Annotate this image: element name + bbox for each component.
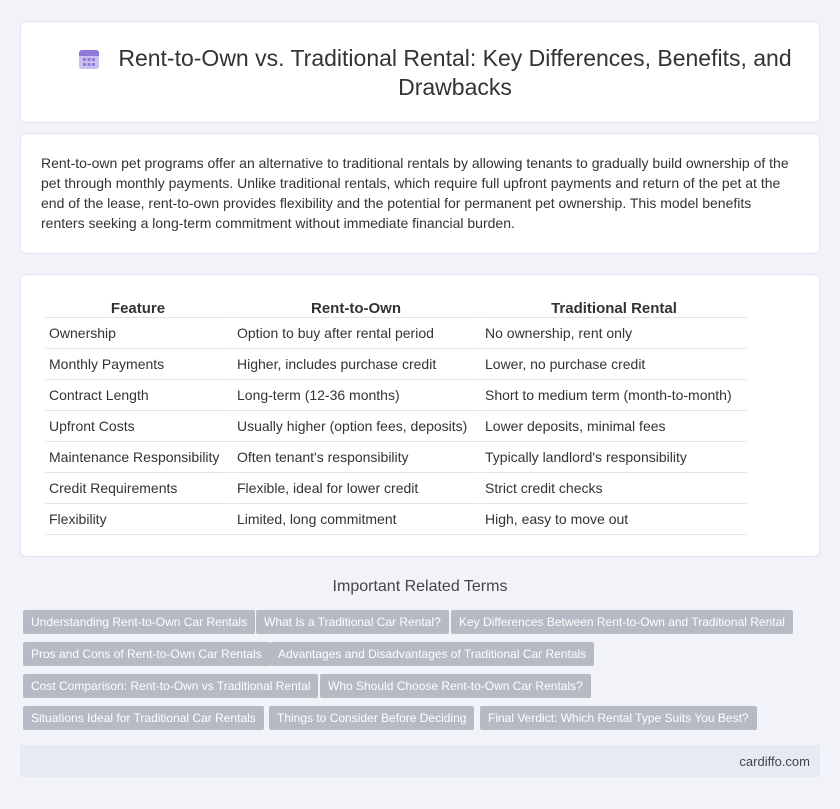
table-cell: Strict credit checks: [481, 473, 747, 504]
table-cell: Higher, includes purchase credit: [233, 349, 479, 380]
related-tag[interactable]: Who Should Choose Rent-to-Own Car Rentals?: [320, 674, 591, 698]
related-terms-title: Important Related Terms: [332, 578, 508, 595]
intro-paragraph: Rent-to-own pet programs offer an alternative to traditional rentals by allowing tenants to gradually build ownership of the pet through monthly payments. Unlike traditional rentals, which require full upfront payments and return of the pet at the end of the lease, rent-to-own provides flexibility and the potential for permanent pet ownership. This model benefits renters seeking a long-term commitment without immediate financial burden.: [41, 155, 789, 231]
related-tag[interactable]: Cost Comparison: Rent-to-Own vs Traditional Rental: [23, 674, 318, 698]
table-row: [45, 349, 747, 380]
table-cell: Maintenance Responsibility: [45, 442, 231, 473]
table-row: [45, 504, 747, 535]
table-cell: Option to buy after rental period: [233, 318, 479, 349]
table-row: [45, 411, 747, 442]
table-cell: Credit Requirements: [45, 473, 231, 504]
table-cell: Typically landlord's responsibility: [481, 442, 747, 473]
table-cell: Often tenant's responsibility: [233, 442, 479, 473]
table-header-row: [45, 295, 747, 318]
related-tag[interactable]: What Is a Traditional Car Rental?: [256, 610, 449, 634]
table-cell: Flexible, ideal for lower credit: [233, 473, 479, 504]
calendar-icon: [77, 47, 101, 71]
related-tag[interactable]: Final Verdict: Which Rental Type Suits You Best?: [480, 706, 757, 730]
table-cell: Limited, long commitment: [233, 504, 479, 535]
header-feature: Feature: [45, 295, 231, 318]
header-traditional-rental: Traditional Rental: [481, 295, 747, 318]
table-cell: Lower deposits, minimal fees: [481, 411, 747, 442]
table-cell: Upfront Costs: [45, 411, 231, 442]
table-cell: Long-term (12-36 months): [233, 380, 479, 411]
table-cell: Lower, no purchase credit: [481, 349, 747, 380]
related-tag[interactable]: Understanding Rent-to-Own Car Rentals: [23, 610, 255, 634]
table-cell: Monthly Payments: [45, 349, 231, 380]
footer-site-link[interactable]: cardiffo.com: [739, 754, 810, 769]
table-cell: Ownership: [45, 318, 231, 349]
comparison-table: [43, 295, 749, 535]
page-title: Rent-to-Own vs. Traditional Rental: Key Differences, Benefits, and Drawbacks: [118, 45, 792, 100]
intro-card: [20, 133, 820, 254]
table-cell: Usually higher (option fees, deposits): [233, 411, 479, 442]
footer: [20, 745, 820, 777]
related-tag[interactable]: Key Differences Between Rent-to-Own and Traditional Rental: [451, 610, 793, 634]
related-tag[interactable]: Situations Ideal for Traditional Car Rentals: [23, 706, 264, 730]
related-tag[interactable]: Things to Consider Before Deciding: [269, 706, 474, 730]
title-card: [20, 21, 820, 123]
comparison-card: [20, 274, 820, 557]
table-row: [45, 318, 747, 349]
header-rent-to-own: Rent-to-Own: [233, 295, 479, 318]
table-cell: Flexibility: [45, 504, 231, 535]
table-cell: Contract Length: [45, 380, 231, 411]
table-cell: High, easy to move out: [481, 504, 747, 535]
table-row: [45, 380, 747, 411]
table-row: [45, 442, 747, 473]
related-tag[interactable]: Advantages and Disadvantages of Traditional Car Rentals: [270, 642, 594, 666]
table-cell: No ownership, rent only: [481, 318, 747, 349]
related-tag[interactable]: Pros and Cons of Rent-to-Own Car Rentals: [23, 642, 270, 666]
table-row: [45, 473, 747, 504]
table-cell: Short to medium term (month-to-month): [481, 380, 747, 411]
